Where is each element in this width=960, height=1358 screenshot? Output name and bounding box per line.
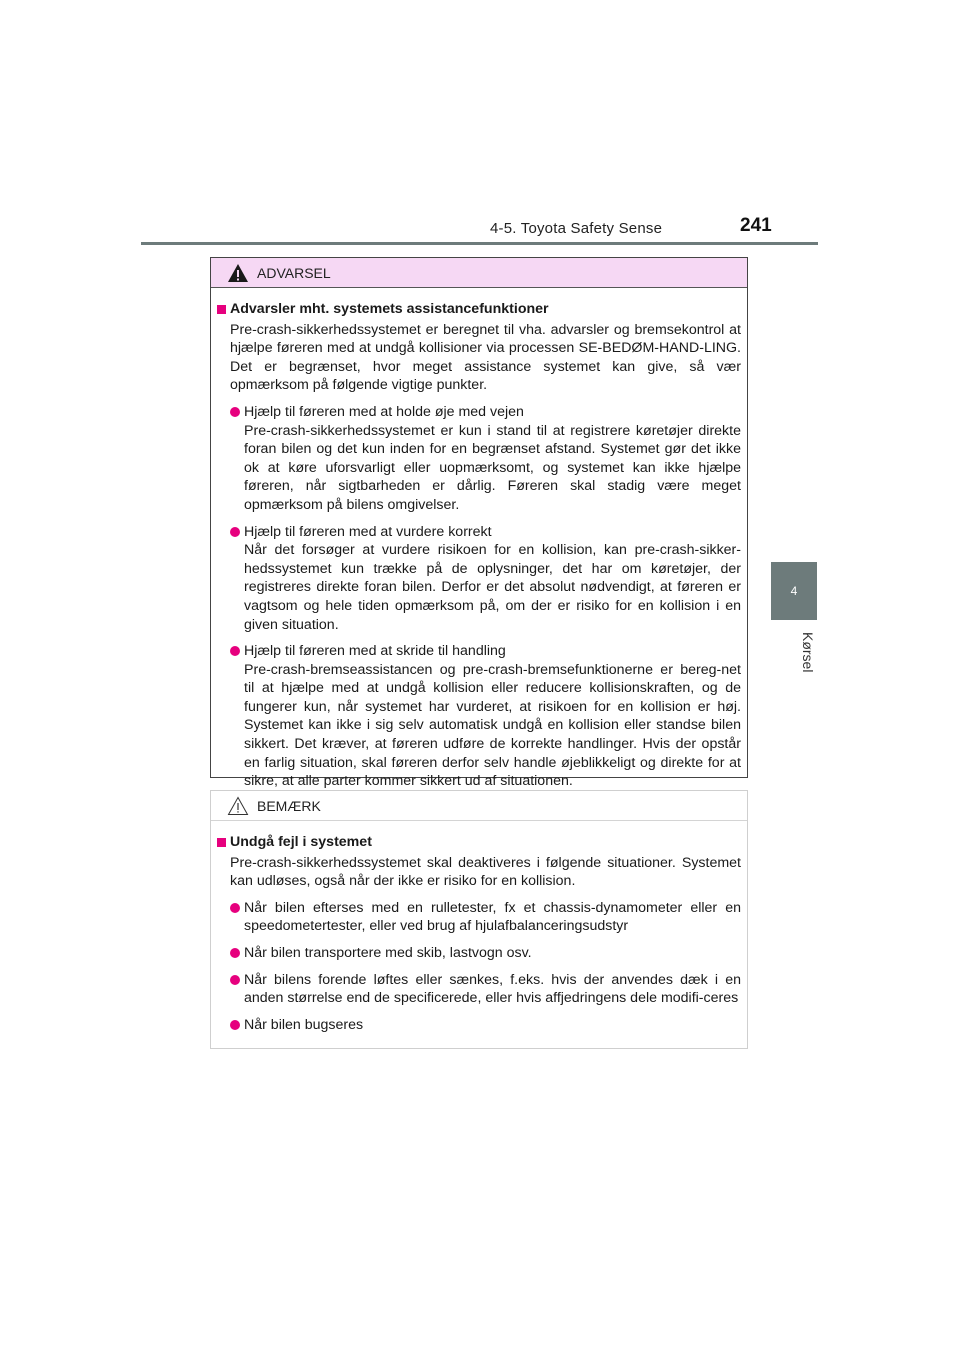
notice-label: BEMÆRK	[257, 797, 321, 814]
bullet-title: Hjælp til føreren med at skride til handling	[244, 643, 506, 660]
bullet-content	[244, 523, 741, 635]
bullet-dot-icon	[230, 407, 240, 417]
notice-section-title-text: Undgå fejl i systemet	[230, 834, 372, 850]
bullet-content	[244, 642, 741, 791]
chapter-number: 4	[790, 584, 798, 598]
bullet-content	[244, 971, 741, 1008]
bullet-text: Når bilens forende løftes eller sænkes, f.eks. hvis der anvendes dæk i en anden størrelse end de specificerede, eller hvis affjedringens dele modifi-ceres	[244, 971, 741, 1007]
bullet-title: Hjælp til føreren med at vurdere korrekt	[244, 523, 492, 540]
bullet-text: Når bilen transportere med skib, lastvogn osv.	[244, 944, 532, 961]
bullet-content	[244, 1016, 741, 1035]
bullet-dot-icon	[230, 903, 240, 913]
bullet-dot-icon	[230, 975, 240, 985]
notice-header	[211, 791, 747, 821]
warning-box	[210, 257, 748, 790]
bullet-text: Når det forsøger at vurdere risikoen for en kollision, kan pre-crash-sikker-hedssystemet kun trække på de oplysninger, det har om køretøjer, der registreres direkte foran bilen. Derfor er det absolut nødvendigt, at føreren er vagtsom og hele tiden opmærksom på, om der er risiko for en kollision i en given situation.	[244, 542, 741, 633]
list-item	[217, 642, 741, 791]
caution-triangle-icon	[227, 796, 249, 816]
square-bullet-icon	[217, 838, 226, 847]
notice-box	[210, 790, 748, 1049]
warning-intro: Pre-crash-sikkerhedssystemet er beregnet til vha. advarsler og bremsekontrol at hjælpe føreren med at undgå kollisioner via processen SE-BEDØM-HAND-LING. Det er begrænset, hvor meget assistance systemet kan give, så vær opmærksom på følgende vigtige punkter.	[230, 321, 741, 394]
chapter-label: Kørsel	[800, 632, 816, 673]
bullet-dot-icon	[230, 948, 240, 958]
bullet-title: Hjælp til føreren med at holde øje med vejen	[244, 403, 524, 420]
list-item	[217, 971, 741, 1008]
notice-intro: Pre-crash-sikkerhedssystemet skal deaktiveres i følgende situationer. Systemet kan udløses, også når der ikke er risiko for en kollision.	[230, 854, 741, 890]
list-item	[217, 1016, 741, 1035]
warning-header	[211, 258, 747, 288]
bullet-dot-icon	[230, 527, 240, 537]
bullet-content	[244, 403, 741, 515]
list-item	[217, 944, 741, 963]
bullet-text: Pre-crash-bremseassistancen og pre-crash-bremsefunktionerne er bereg-net til at hjælpe med at undgå kollision eller reducere kollisionskraften, og de fungerer kun, når systemet har vurderet, at risikoen for en kollision er høj. Systemet kan ikke i sig selv automatisk undgå en kollision eller standse bilen sikkert. Det kræver, at føreren udføre de korrekte handlinger. Hvis der opstår en farlig situation, skal føreren derfor selv handle øjeblikkeligt og direkte for at sikre, at alle parter kommer sikkert ud af situationen.	[244, 661, 741, 790]
bullet-dot-icon	[230, 646, 240, 656]
chapter-tab[interactable]	[771, 562, 817, 620]
bullet-text: Når bilen efterses med en rulletester, fx et chassis-dynamometer eller en speedometertester, eller ved brug af hjulafbalanceringsudstyr	[244, 899, 741, 935]
notice-body	[211, 821, 747, 1034]
bullet-dot-icon	[230, 1020, 240, 1030]
page-number: 241	[740, 215, 772, 236]
list-item	[217, 403, 741, 515]
notice-section-title	[217, 833, 741, 852]
warning-body	[211, 288, 747, 791]
warning-section-title	[217, 300, 741, 319]
warning-label: ADVARSEL	[257, 264, 331, 281]
square-bullet-icon	[217, 305, 226, 314]
bullet-content	[244, 899, 741, 936]
warning-section-title-text: Advarsler mht. systemets assistancefunktioner	[230, 301, 549, 317]
header-divider	[141, 242, 818, 245]
list-item	[217, 523, 741, 635]
warning-triangle-icon	[227, 263, 249, 283]
list-item	[217, 899, 741, 936]
bullet-text: Pre-crash-sikkerhedssystemet er kun i stand til at registrere køretøjer direkte foran bilen og det kun inden for en begrænset afstand. Systemet gør det ikke ok at køre uforsvarligt eller uopmærksomt, og systemet kan ikke hjælpe føreren, når sigtbarheden er dårlig. Føreren skal stadig være meget opmærksom på bilens omgivelser.	[244, 422, 741, 513]
bullet-text: Når bilen bugseres	[244, 1016, 364, 1033]
bullet-content	[244, 944, 741, 963]
section-title: 4-5. Toyota Safety Sense	[490, 220, 663, 237]
